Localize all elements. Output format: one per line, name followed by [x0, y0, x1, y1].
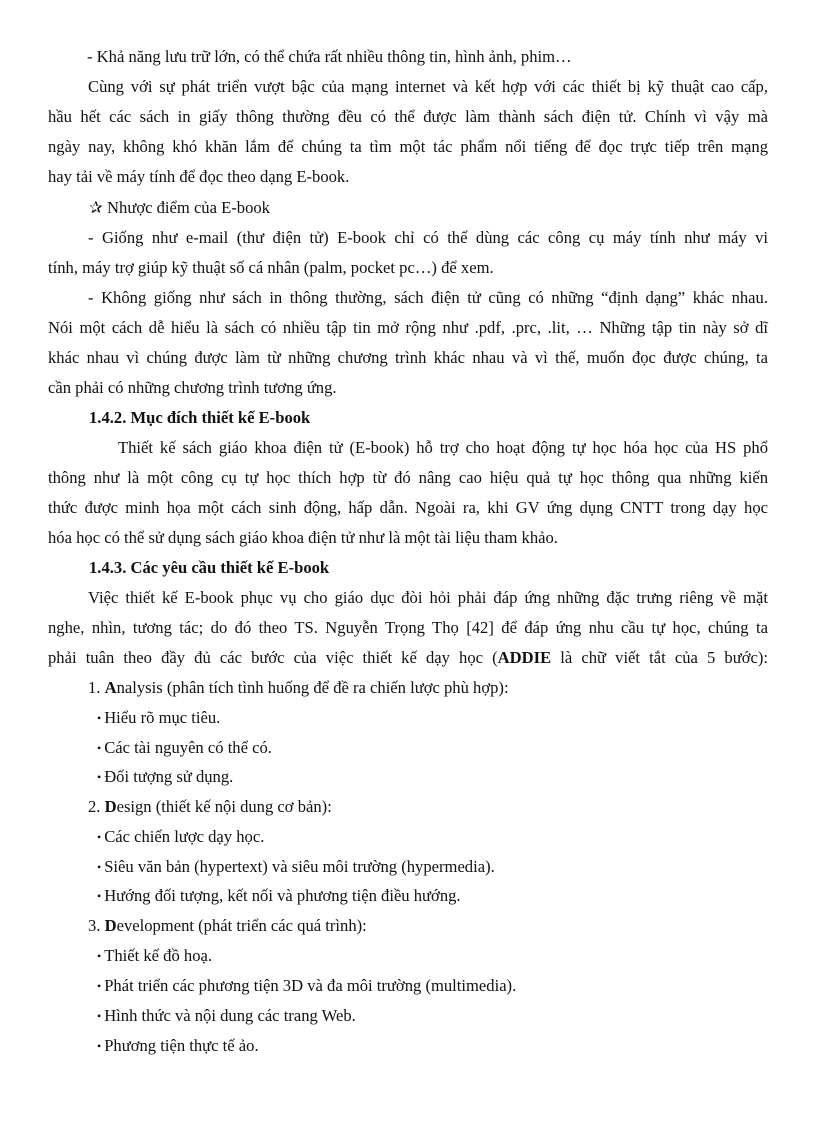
list-item — [97, 827, 264, 847]
list-item — [97, 886, 461, 906]
list-item-text: Hiểu rõ mục tiêu. — [104, 708, 221, 727]
bullet-icon: • — [97, 860, 102, 874]
para-requirements-line-1: Việc thiết kế E-book phục vụ cho giáo dục đòi hỏi phải đáp ứng những đặc trưng riêng về mặt — [88, 588, 768, 607]
step-number: 2. — [88, 797, 105, 816]
step-number: 1. — [88, 678, 105, 697]
step-initial: D — [104, 916, 117, 935]
storage-bullet: - Khả năng lưu trữ lớn, có thể chứa rất nhiều thông tin, hình ảnh, phim… — [87, 47, 572, 66]
list-item — [97, 857, 495, 877]
list-item — [97, 1006, 356, 1026]
para-purpose-line-1: Thiết kế sách giáo khoa điện tử (E-book) hỗ trợ cho hoạt động tự học hóa học của HS phổ — [118, 438, 768, 457]
section-heading-142: 1.4.2. Mục đích thiết kế E-book — [89, 408, 311, 427]
step-text: nalysis (phân tích tình huống để đề ra chiến lược phù hợp): — [116, 678, 509, 697]
bullet-icon: • — [97, 1009, 102, 1023]
para-purpose-line-2: thông như là một công cụ tự học thích hợp từ đó nâng cao hiệu quả tự học thông qua những kiến — [48, 468, 768, 487]
para-purpose-line-3: thức được minh họa một cách sinh động, hấp dẫn. Ngoài ra, khi GV ứng dụng CNTT trong dạy học — [48, 498, 768, 517]
bullet-icon: • — [97, 949, 102, 963]
list-item — [97, 976, 516, 996]
list-item-text: Các tài nguyên có thể có. — [104, 738, 272, 757]
section-heading-143: 1.4.3. Các yêu cầu thiết kế E-book — [89, 558, 330, 577]
step-initial: D — [104, 797, 117, 816]
para-formats-line-1: - Không giống như sách in thông thường, sách điện tử cũng có những “định dạng” khác nhau. — [88, 288, 768, 307]
list-item — [97, 767, 233, 787]
list-item — [97, 708, 220, 728]
para-requirements-line-3 — [48, 648, 768, 668]
bullet-icon: • — [97, 1039, 102, 1053]
para-internet-line-1: Cùng với sự phát triển vượt bậc của mạng internet và kết hợp với các thiết bị kỹ thuật cao cấp, — [88, 77, 768, 96]
para-internet-line-4: hay tải về máy tính để đọc theo dạng E-book. — [48, 167, 350, 186]
list-item-text: Siêu văn bản (hypertext) và siêu môi trường (hypermedia). — [104, 857, 495, 876]
para-formats-line-3: khác nhau vì chúng được làm từ những chương trình khác nhau và vì thế, muốn đọc được chúng, ta — [48, 348, 768, 367]
list-item — [97, 946, 212, 966]
bullet-icon: • — [97, 979, 102, 993]
para-email-line-1: - Giống như e-mail (thư điện tử) E-book chỉ có thể dùng các công cụ máy tính như máy vi — [88, 228, 768, 247]
req-text-before: phải tuân theo đầy đủ các bước của việc thiết kế dạy học ( — [48, 648, 498, 667]
list-item-text: Thiết kế đồ hoạ. — [104, 946, 213, 965]
list-item-text: Phương tiện thực tế ảo. — [104, 1036, 259, 1055]
list-item-text: Các chiến lược dạy học. — [104, 827, 265, 846]
bullet-icon: • — [97, 830, 102, 844]
addie-acronym: ADDIE — [497, 648, 552, 667]
bullet-icon: • — [97, 889, 102, 903]
step-initial: A — [104, 678, 117, 697]
step-text: esign (thiết kế nội dung cơ bản): — [116, 797, 332, 816]
bullet-icon: • — [97, 741, 102, 755]
bullet-icon: • — [97, 770, 102, 784]
step-design-heading — [88, 797, 332, 817]
para-internet-line-2: hầu hết các sách in giấy thông thường đều có thể được làm thành sách điện tử. Chính vì vậy mà — [48, 107, 768, 126]
para-purpose-line-4: hóa học có thể sử dụng sách giáo khoa điện tử như là một tài liệu tham khảo. — [48, 528, 558, 547]
para-email-line-2: tính, máy trợ giúp kỹ thuật số cá nhân (palm, pocket pc…) để xem. — [48, 258, 494, 277]
step-number: 3. — [88, 916, 105, 935]
para-formats-line-2: Nói một cách dễ hiểu là sách có nhiều tập tin mở rộng như .pdf, .prc, .lit, … Những tập tin này sở dĩ — [48, 318, 768, 337]
step-analysis-heading — [88, 678, 509, 698]
para-internet-line-3: ngày nay, không khó khăn lắm để chúng ta tìm một tác phẩm nổi tiếng để đọc trực tiếp trên mạng — [48, 137, 768, 156]
list-item-text: Đối tượng sử dụng. — [104, 767, 234, 786]
step-development-heading — [88, 916, 367, 936]
list-item-text: Hình thức và nội dung các trang Web. — [104, 1006, 356, 1025]
para-formats-line-4: cần phải có những chương trình tương ứng. — [48, 378, 337, 397]
list-item — [97, 1036, 259, 1056]
list-item-text: Hướng đối tượng, kết nối và phương tiện điều hướng. — [104, 886, 461, 905]
req-text-after: là chữ viết tắt của 5 bước): — [551, 648, 768, 667]
list-item — [97, 738, 272, 758]
disadvantages-heading: ✰ Nhược điểm của E-book — [89, 198, 270, 217]
step-text: evelopment (phát triển các quá trình): — [116, 916, 367, 935]
para-requirements-line-2: nghe, nhìn, tương tác; do đó theo TS. Nguyễn Trọng Thọ [42] để đáp ứng nhu cầu tự học, chúng ta — [48, 618, 768, 637]
bullet-icon: • — [97, 711, 102, 725]
list-item-text: Phát triển các phương tiện 3D và đa môi trường (multimedia). — [104, 976, 517, 995]
